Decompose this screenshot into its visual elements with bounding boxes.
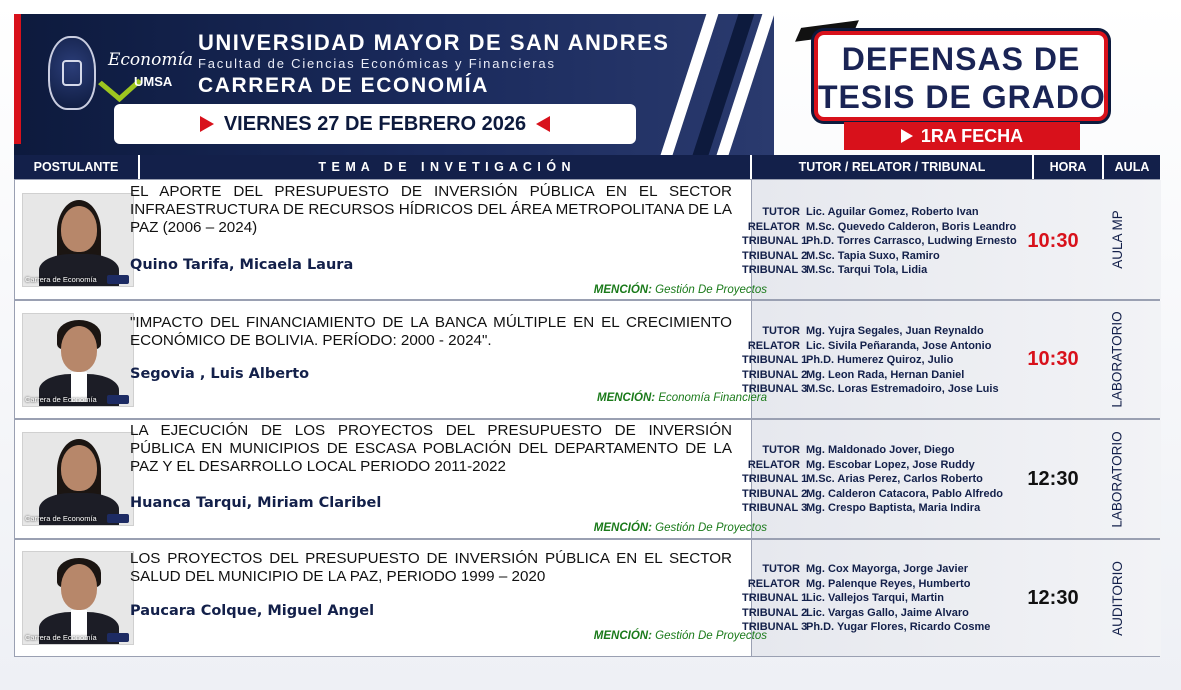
photo-caption: Carrera de Economía	[25, 514, 97, 523]
tribunal-member: M.Sc. Loras Estremadoiro, Jose Luis	[806, 383, 999, 395]
triangle-right-icon	[200, 116, 214, 132]
tribunal-member: Mg. Cox Mayorga, Jorge Javier	[806, 563, 968, 575]
fecha-badge	[844, 122, 1080, 150]
defense-time: 10:30	[1027, 348, 1079, 370]
defense-time: 12:30	[1027, 468, 1079, 490]
col-tutor: TUTOR / RELATOR / TRIBUNAL	[750, 155, 1032, 179]
role-label: TRIBUNAL 3	[742, 621, 808, 633]
tribunal-member: Mg. Leon Rada, Hernan Daniel	[806, 368, 965, 381]
role-label: TUTOR	[762, 444, 800, 456]
role-label: RELATOR	[747, 458, 800, 471]
tribunal-member: Mg. Escobar Lopez, Jose Ruddy	[806, 458, 975, 471]
logo-sub: UMSA	[134, 74, 173, 89]
role-label: TRIBUNAL 2	[742, 249, 808, 262]
role-label: RELATOR	[747, 220, 800, 233]
role-label: TUTOR	[762, 325, 800, 337]
photo-caption: Carrera de Economía	[25, 633, 97, 642]
title-line-2: TESIS DE GRADO	[818, 79, 1106, 115]
room-cell	[1088, 540, 1146, 656]
role-label: TRIBUNAL 1	[742, 235, 808, 247]
tribunal-member: Mg. Palenque Reyes, Humberto	[806, 577, 971, 590]
tribunal-member: Lic. Vargas Gallo, Jaime Alvaro	[806, 606, 969, 619]
red-stripe	[14, 14, 21, 144]
economia-logo	[100, 42, 194, 104]
mencion-value: Gestión De Proyectos	[655, 630, 767, 642]
role-label: TRIBUNAL 3	[742, 264, 808, 276]
tribunal-member: Ph.D. Torres Carrasco, Ludwing Ernesto	[806, 235, 1017, 247]
student-photo	[22, 551, 134, 645]
room-label: AUDITORIO	[1109, 560, 1125, 636]
tribunal-list	[742, 324, 999, 397]
date-box	[114, 104, 636, 144]
role-label: TRIBUNAL 2	[742, 606, 808, 619]
defense-time: 12:30	[1027, 587, 1079, 609]
mencion-label: MENCIÓN:	[593, 522, 652, 534]
role-label: TRIBUNAL 3	[742, 502, 808, 514]
thesis-topic: "IMPACTO DEL FINANCIAMIENTO DE LA BANCA MÚLTIPLE EN EL CRECIMIENTO ECONÓMICO DE BOLIVIA. PERÍODO: 2000 - 2024".	[130, 314, 732, 349]
col-hora: HORA	[1032, 155, 1102, 179]
room-cell	[1088, 420, 1146, 538]
tribunal-member: Mg. Crespo Baptista, Maria Indira	[806, 502, 981, 514]
mencion-value: Gestión De Proyectos	[655, 284, 767, 296]
role-label: RELATOR	[747, 577, 800, 590]
student-photo	[22, 193, 134, 287]
play-icon	[901, 129, 913, 143]
photo-caption: Carrera de Economía	[25, 275, 97, 284]
tribunal-list	[742, 443, 1003, 516]
tribunal-member: M.Sc. Tarqui Tola, Lidia	[806, 264, 928, 276]
table-header	[14, 155, 1160, 179]
mencion-value: Economía Financiera	[658, 392, 767, 404]
role-label: TRIBUNAL 2	[742, 487, 808, 500]
col-aula: AULA	[1102, 155, 1160, 179]
tribunal-list	[742, 562, 990, 635]
tribunal-list	[742, 205, 1017, 278]
thesis-topic: LOS PROYECTOS DEL PRESUPUESTO DE INVERSIÓN PÚBLICA EN EL SECTOR SALUD DEL MUNICIPIO DE LA PAZ, PERIODO 1999 – 2020	[130, 550, 732, 585]
thesis-topic: EL APORTE DEL PRESUPUESTO DE INVERSIÓN PÚBLICA EN EL SECTOR INFRAESTRUCTURA DE RECURSOS HÍDRICOS DEL ÁREA METROPOLITANA DE LA PAZ (2006 – 2024)	[130, 183, 732, 236]
role-label: TUTOR	[762, 206, 800, 218]
faculty-name: Facultad de Ciencias Económicas y Financieras	[198, 56, 556, 71]
role-label: TRIBUNAL 2	[742, 368, 808, 381]
role-label: TRIBUNAL 1	[742, 473, 808, 485]
student-name: Quino Tarifa, Micaela Laura	[130, 257, 354, 273]
mencion	[594, 522, 767, 534]
career-name: CARRERA DE ECONOMÍA	[198, 74, 489, 97]
photo-caption: Carrera de Economía	[25, 395, 97, 404]
role-label: RELATOR	[747, 339, 800, 352]
mencion-label: MENCIÓN:	[596, 392, 656, 404]
student-name: Huanca Tarqui, Miriam Claribel	[130, 495, 382, 511]
student-photo	[22, 313, 134, 407]
tribunal-member: Mg. Maldonado Jover, Diego	[806, 444, 955, 456]
role-label: TUTOR	[762, 563, 800, 575]
role-label: TRIBUNAL 1	[742, 592, 808, 604]
title-line-1: DEFENSAS DE	[841, 41, 1081, 77]
student-photo	[22, 432, 134, 526]
thesis-topic: LA EJECUCIÓN DE LOS PROYECTOS DEL PRESUPUESTO DE INVERSIÓN PÚBLICA EN MUNICIPIOS DE ESCASA POBLACIÓN DEL DEPARTAMENTO DE LA PAZ Y EL DESARROLLO LOCAL PERIODO 2011-2022	[130, 422, 732, 475]
university-seal-icon	[48, 36, 96, 110]
event-date: VIERNES 27 DE FEBRERO 2026	[223, 112, 527, 135]
triangle-left-icon	[536, 116, 550, 132]
room-label: LABORATORIO	[1109, 311, 1125, 408]
col-postulante: POSTULANTE	[33, 160, 119, 174]
tribunal-member: Lic. Aguilar Gomez, Roberto Ivan	[806, 206, 979, 218]
student-name: Segovia , Luis Alberto	[130, 366, 310, 382]
tribunal-member: M.Sc. Tapia Suxo, Ramiro	[806, 249, 940, 262]
tribunal-member: M.Sc. Quevedo Calderon, Boris Leandro	[806, 220, 1017, 233]
role-label: TRIBUNAL 3	[742, 383, 808, 395]
tribunal-member: Lic. Sivila Peñaranda, Jose Antonio	[806, 339, 992, 352]
mencion-value: Gestión De Proyectos	[655, 522, 767, 534]
tribunal-member: Mg. Calderon Catacora, Pablo Alfredo	[806, 487, 1004, 500]
room-label: AULA MP	[1109, 210, 1125, 269]
tribunal-member: Mg. Yujra Segales, Juan Reynaldo	[806, 325, 984, 337]
mencion	[594, 284, 767, 296]
role-label: TRIBUNAL 1	[742, 354, 808, 366]
title-box	[814, 31, 1108, 121]
tribunal-member: M.Sc. Arias Perez, Carlos Roberto	[806, 473, 983, 485]
student-name: Paucara Colque, Miguel Angel	[130, 603, 375, 619]
defense-time: 10:30	[1027, 230, 1079, 252]
mencion-label: MENCIÓN:	[593, 284, 652, 296]
room-cell	[1088, 180, 1146, 299]
tribunal-member: Lic. Vallejos Tarqui, Martin	[806, 592, 944, 604]
fecha-label: 1RA FECHA	[920, 125, 1024, 146]
logo-word: Economía	[108, 50, 194, 70]
room-cell	[1088, 301, 1146, 418]
mencion-label: MENCIÓN:	[593, 630, 652, 642]
col-tema: T E M A D E I N V E T I G A C I Ó N	[138, 155, 750, 179]
university-name: UNIVERSIDAD MAYOR DE SAN ANDRES	[198, 30, 670, 55]
header-banner	[14, 14, 774, 156]
tribunal-member: Ph.D. Yugar Flores, Ricardo Cosme	[806, 621, 991, 633]
room-label: LABORATORIO	[1109, 430, 1125, 528]
tribunal-member: Ph.D. Humerez Quiroz, Julio	[806, 354, 954, 366]
